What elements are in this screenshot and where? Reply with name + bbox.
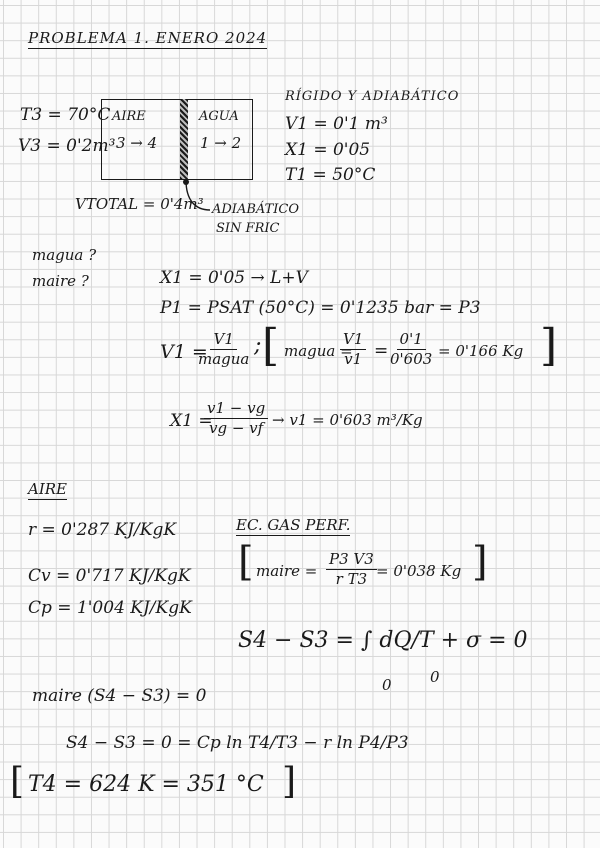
left-chamber-label: AIRE: [112, 109, 146, 124]
conditions-header: RÍGIDO Y ADIABÁTICO: [285, 89, 460, 104]
air-gas-constant: r = 0'287 KJ/KgK: [28, 520, 177, 540]
zero-heat-term: 0: [382, 676, 392, 694]
air-mass-result: = 0'038 Kg: [376, 562, 462, 580]
air-cv: Cv = 0'717 KJ/KgK: [28, 566, 191, 586]
water-mass-num2: 0'1: [397, 332, 426, 350]
water-state-line: X1 = 0'05 → L+V: [160, 268, 308, 288]
condition-v1: V1 = 0'1 m³: [285, 114, 388, 134]
result-bracket-open: [: [10, 761, 25, 802]
air-mass-lhs: maire =: [256, 562, 318, 580]
specific-volume-lhs: V1 =: [160, 341, 208, 363]
zero-generation-term: 0: [430, 668, 440, 686]
bracket-open-2: [: [238, 539, 254, 585]
vtotal-label: VTOTAL = 0'4m³: [75, 195, 204, 213]
specific-volume-fraction: [198, 332, 249, 367]
water-mass-result: = 0'166 Kg: [438, 342, 524, 360]
result-bracket-close: ]: [282, 761, 297, 802]
air-cp: Cp = 1'004 KJ/KgK: [28, 598, 192, 618]
question-air-mass: maire ?: [32, 272, 89, 290]
equals-sign: =: [374, 341, 389, 361]
entropy-ideal-gas: S4 − S3 = 0 = Cp ln T4/T3 − r ln P4/P3: [66, 733, 409, 753]
right-chamber-process: 1 → 2: [200, 134, 242, 152]
left-chamber-process: 3 → 4: [116, 134, 158, 152]
quality-num: v1 − vg: [204, 401, 268, 419]
page-title: PROBLEMA 1. ENERO 2024: [28, 29, 268, 47]
question-water-mass: magua ?: [32, 246, 97, 264]
quality-lhs: X1 =: [170, 411, 213, 431]
quality-fraction: [204, 401, 268, 436]
specific-volume-num: V1: [210, 332, 236, 350]
air-mass-fraction: [326, 552, 377, 587]
condition-x1: X1 = 0'05: [285, 140, 371, 160]
bracket-close: ]: [540, 320, 558, 371]
condition-t1: T1 = 50°C: [285, 165, 376, 185]
final-temperature: T4 = 624 K = 351 °C: [28, 772, 264, 797]
water-mass-lhs: magua =: [284, 342, 353, 360]
quality-den: vg − vf: [208, 419, 264, 437]
air-mass-num: P3 V3: [326, 552, 377, 570]
piston-note-friction: SIN FRIC: [216, 221, 280, 236]
air-mass-den: r T3: [335, 570, 368, 588]
gas-law-heading: EC. GAS PERF.: [236, 516, 351, 534]
specific-volume-den: magua: [198, 350, 250, 368]
water-mass-num1: V1: [340, 332, 366, 350]
right-chamber-label: AGUA: [199, 109, 239, 124]
water-mass-fraction-2: [390, 332, 432, 367]
water-mass-fraction-1: [340, 332, 366, 367]
bracket-open: [: [262, 320, 280, 371]
semicolon: ;: [254, 333, 262, 358]
v3-label: V3 = 0'2m³: [18, 136, 116, 156]
entropy-balance: S4 − S3 = ∫ dQ/T + σ = 0: [238, 628, 528, 653]
bracket-close-2: ]: [472, 539, 488, 585]
air-heading: AIRE: [28, 480, 68, 498]
water-mass-den1: v1: [344, 350, 363, 368]
piston-note-adiabatic: ADIABÁTICO: [212, 202, 299, 217]
water-pressure-line: P1 = PSAT (50°C) = 0'1235 bar = P3: [160, 298, 481, 318]
quality-result: → v1 = 0'603 m³/Kg: [272, 411, 423, 429]
t3-label: T3 = 70°C: [20, 105, 111, 125]
water-mass-den2: 0'603: [390, 350, 433, 368]
entropy-mass-balance: maire (S4 − S3) = 0: [32, 686, 207, 706]
